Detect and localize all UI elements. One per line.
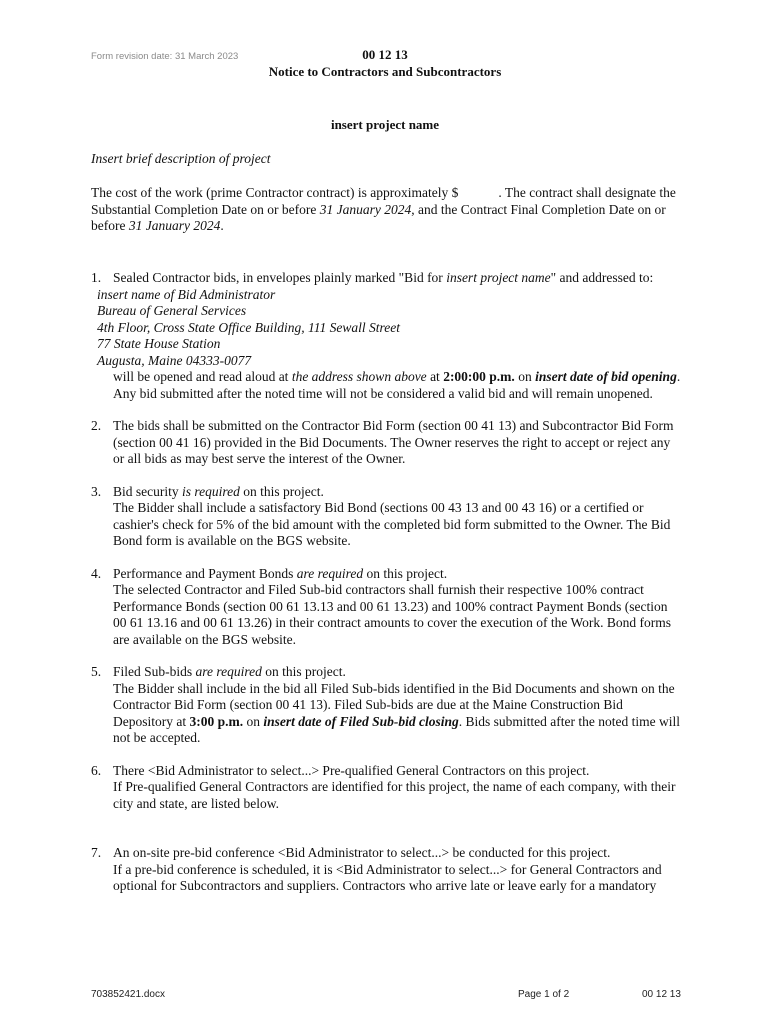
substantial-completion-date: 31 January 2024 [319,201,412,217]
item-4-text-a: Performance and Payment Bonds [113,565,297,581]
item-5-text-b: on this project. [261,664,346,679]
item-5-body [113,681,681,747]
address-line: Bureau of General Services [97,303,247,318]
item-6-text-a: There <Bid Administrator to select...> Pre-qualified General Contractors on this project. [113,762,590,778]
item-number: 7. [91,845,102,860]
address-line: insert name of Bid Administrator [97,286,276,302]
cost-text-1: The cost of the work (prime Contractor contract) is approximately $ [91,185,459,200]
item-3-text-b: on this project. [239,483,324,499]
address-line: 77 State House Station [97,336,221,351]
item-3-heading [113,484,681,501]
footer-section-number: 00 12 13 [642,989,681,1000]
list-item-1 [91,270,681,402]
list-item-4 [91,566,681,649]
item-5-text-c: The Bidder shall include in the bid all Filed Sub-bids identified in the Bid Documents and shown on the Contractor Bid Form (section 00 41 13). Filed Sub-bids are due at the Maine Construction Bid Depository at [113,680,675,729]
item-1-project-name: insert project name [446,270,551,285]
cost-text-3: , and the Contract Final Completion Date on or before [91,201,666,233]
bid-opening-date: insert date of bid opening [535,369,677,384]
footer-page-number: Page 1 of 2 [518,989,570,1000]
item-3-text: The Bidder shall include a satisfactory Bid Bond (sections 00 43 13 and 00 43 16) or a certified or cashier's check for 5% of the bid amount with the completed bid form submitted to the Owner. The Bid Bond form is available on the BGS website. [113,500,671,548]
item-1-text-d: at [426,369,444,384]
list-item-6 [91,763,681,813]
item-1-intro [113,270,681,287]
item-1-body [113,369,681,402]
item-1-text-e: on [514,369,536,384]
item-3-requirement: is required [182,483,240,499]
address-line: 4th Floor, Cross State Office Building, 111 Sewall Street [97,319,400,335]
list-item-3 [91,484,681,550]
item-1-text-c: will be opened and read aloud at [113,369,292,384]
item-4-requirement: are required [296,565,364,581]
footer-filename: 703852421.docx [91,989,165,1000]
project-name: insert project name [330,117,440,132]
item-number: 6. [91,762,102,778]
item-5-requirement: are required [195,664,262,679]
item-3-text-a: Bid security [113,483,182,499]
bid-opening-time: 2:00:00 p.m. [443,369,515,384]
cost-text-2: . The contract shall designate the Substantial Completion Date on or before [91,185,676,217]
item-number: 4. [91,565,102,581]
item-number: 1. [91,270,102,285]
cost-paragraph [91,185,681,235]
list-item-2 [91,418,681,468]
list-item-5 [91,664,681,747]
item-5-text-e: . Bids submitted after the noted time will not be accepted. [113,713,680,745]
filed-subbid-date: insert date of Filed Sub-bid closing [263,713,459,729]
item-4-heading [113,566,681,583]
item-1-text-b: " and addressed to: [550,270,654,285]
filed-subbid-time: 3:00 p.m. [189,713,244,729]
item-4-text: The selected Contractor and Filed Sub-bid contractors shall furnish their respective 100% contract Performance Bonds (section 00 61 13.13 and 00 61 13.23) and 100% contract Payment Bonds (section 00 61 13.16 and 00 61 13.26) in their contract amounts to cover the execution of the Work. Bond forms are available on the BGS website. [113,582,672,647]
final-completion-date: 31 January 2024 [128,218,221,233]
item-number: 3. [91,483,102,499]
numbered-list [91,270,681,895]
item-1-address-ref: the address shown above [291,369,427,384]
item-number: 2. [91,418,102,433]
form-revision-date: Form revision date: 31 March 2023 [91,51,239,62]
item-1-text-f: . Any bid submitted after the noted time will not be considered a valid bid and will remain unopened. [113,369,681,401]
bid-administrator-address [97,287,681,370]
item-6-text-b: If Pre-qualified General Contractors are identified for this project, the name of each company, with their city and state, are listed below. [113,779,676,811]
item-5-heading [113,664,681,681]
section-title: Notice to Contractors and Subcontractors [268,64,502,79]
address-line: Augusta, Maine 04333-0077 [97,352,252,368]
item-number: 5. [91,664,102,679]
project-description: Insert brief description of project [91,151,271,166]
item-1-text-a: Sealed Contractor bids, in envelopes plainly marked "Bid for [113,270,447,285]
item-5-text-a: Filed Sub-bids [113,664,196,679]
item-4-text-b: on this project. [363,565,448,581]
item-7-text-a: An on-site pre-bid conference <Bid Administrator to select...> be conducted for this project. [113,845,611,860]
cost-text-4: . [220,218,224,233]
item-5-text-d: on [243,713,264,729]
item-2-text: The bids shall be submitted on the Contractor Bid Form (section 00 41 13) and Subcontractor Bid Form (section 00 41 16) provided in the Bid Documents. The Owner reserves the right to accept or reject any or all bids as may best serve the interest of the Owner. [113,418,674,466]
item-7-text-b: If a pre-bid conference is scheduled, it is <Bid Administrator to select...> for General Contractors and optional for Subcontractors and suppliers. Contractors who arrive late or leave early for a mandatory [113,861,662,893]
list-item-7 [91,845,681,895]
section-number: 00 12 13 [362,47,408,62]
